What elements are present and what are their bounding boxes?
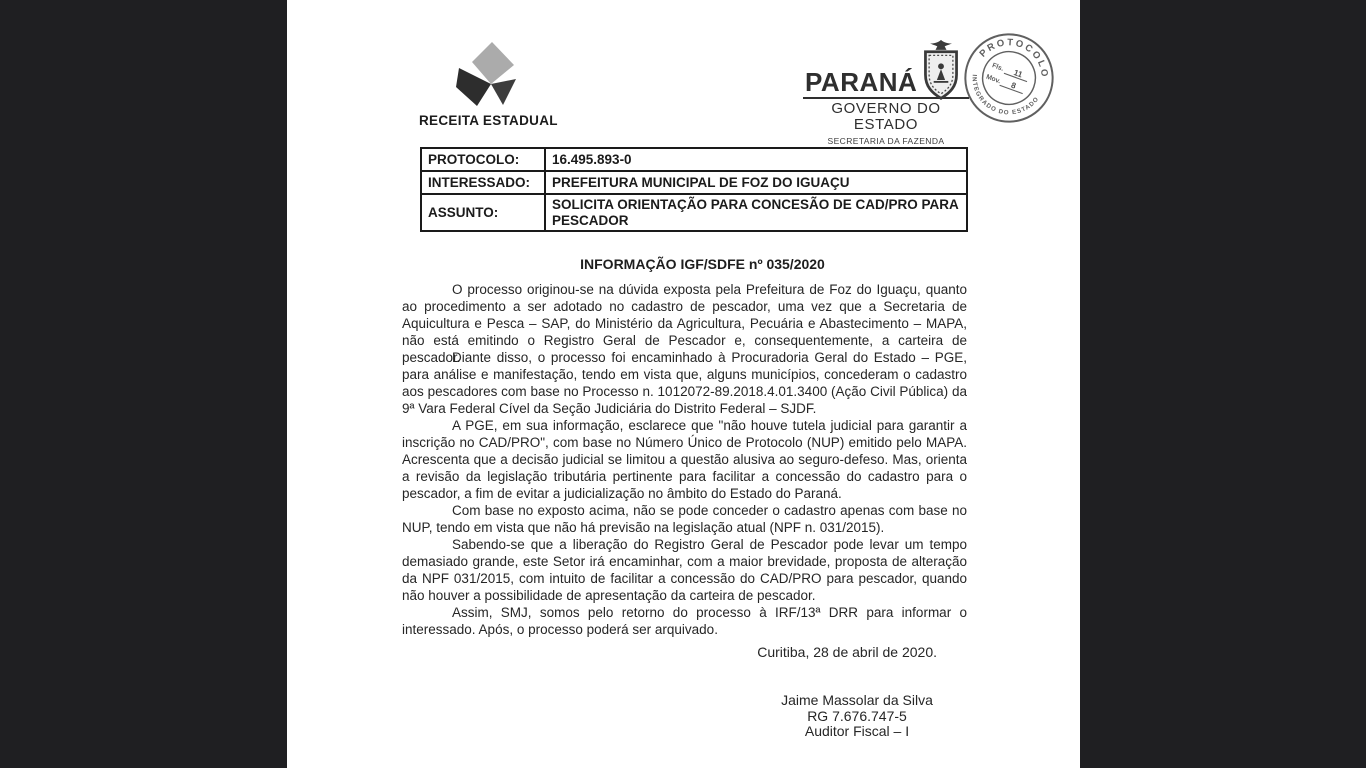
paragraph-4: Com base no exposto acima, não se pode conceder o cadastro apenas com base no NUP, tendo em vista que não há previsão na legislação atual (NPF n. 031/2015).	[402, 503, 967, 535]
assunto-label: ASSUNTO:	[421, 194, 545, 231]
receita-estadual-label: RECEITA ESTADUAL	[419, 113, 558, 128]
paragraph-3: A PGE, em sua informação, esclarece que "não houve tutela judicial para garantir a inscrição no CAD/PRO", com base no Número Único de Protocolo (NUP) emitido pelo MAPA. Acrescenta que a decisão judicial se limitou a questão alusiva ao seguro-defeso. Mas, orienta a revisão da legislação tributária pertinente para facilitar a concessão do cadastro para o pescador, a fim de evitar a judicialização no âmbito do Estado do Paraná.	[402, 418, 967, 501]
signature-rg: RG 7.676.747-5	[807, 707, 907, 724]
interessado-label: INTERESSADO:	[421, 171, 545, 194]
stamp-fls-label: Fls.	[991, 62, 1005, 73]
stamp-mov-label: Mov.	[985, 73, 1002, 86]
document-page	[287, 0, 1080, 768]
paragraph-6: Assim, SMJ, somos pelo retorno do processo à IRF/13ª DRR para informar o interessado. Após, o processo poderá ser arquivado.	[402, 605, 967, 637]
stamp-top-arc-text: PROTOCOLO	[977, 37, 1051, 80]
parana-department: SECRETARIA DA FAZENDA	[827, 136, 945, 146]
parana-title: PARANÁ	[805, 67, 918, 97]
protocolo-label: PROTOCOLO:	[421, 148, 545, 171]
stamp-bottom-arc-text: INTEGRADO DO ESTADO	[970, 74, 1041, 117]
stamp-fls-value: 11	[1012, 68, 1024, 80]
interessado-value: PREFEITURA MUNICIPAL DE FOZ DO IGUAÇU	[545, 171, 967, 194]
parana-subtitle: GOVERNO DO ESTADO	[831, 100, 941, 133]
assunto-value: SOLICITA ORIENTAÇÃO PARA CONCESÃO DE CAD/PRO PARA PESCADOR	[545, 194, 967, 231]
signature-name: Jaime Massolar da Silva	[781, 692, 933, 708]
stamp-mov-value: 8	[1009, 80, 1018, 91]
signature-block	[707, 693, 1007, 740]
protocolo-value: 16.495.893-0	[545, 148, 967, 171]
date-line: Curitiba, 28 de abril de 2020.	[757, 644, 937, 660]
svg-text:INTEGRADO DO ESTADO	[961, 72, 1042, 127]
document-title: INFORMAÇÃO IGF/SDFE nº 035/2020	[580, 256, 825, 272]
paragraph-2: Diante disso, o processo foi encaminhado à Procuradoria Geral do Estado – PGE, para análise e manifestação, tendo em vista que, alguns municípios, concederam o cadastro aos pescadores com base no Processo n. 1012072-89.2018.4.01.3400 (Ação Civil Pública) da 9ª Vara Federal Cível da Seção Judiciária do Distrito Federal – SJDF.	[402, 350, 967, 416]
paragraph-1: O processo originou-se na dúvida exposta pela Prefeitura de Foz do Iguaçu, quanto ao procedimento a ser adotado no cadastro de pescador, uma vez que a Secretaria de Aquicultura e Pesca – SAP, do Ministério da Agricultura, Pecuária e Abastecimento – MAPA, não está emitindo o Registro Geral de Pescador e, consequentemente, a carteira de pescador.	[402, 282, 967, 365]
paragraph-5: Sabendo-se que a liberação do Registro Geral de Pescador pode levar um tempo demasiado grande, este Setor irá encaminhar, com a maior brevidade, proposta de alteração da NPF 031/2015, com intuito de facilitar a concessão do CAD/PRO para pescador, quando não houver a possibilidade de apresentação da carteira de pescador.	[402, 537, 967, 603]
signature-role: Auditor Fiscal – I	[804, 723, 910, 739]
